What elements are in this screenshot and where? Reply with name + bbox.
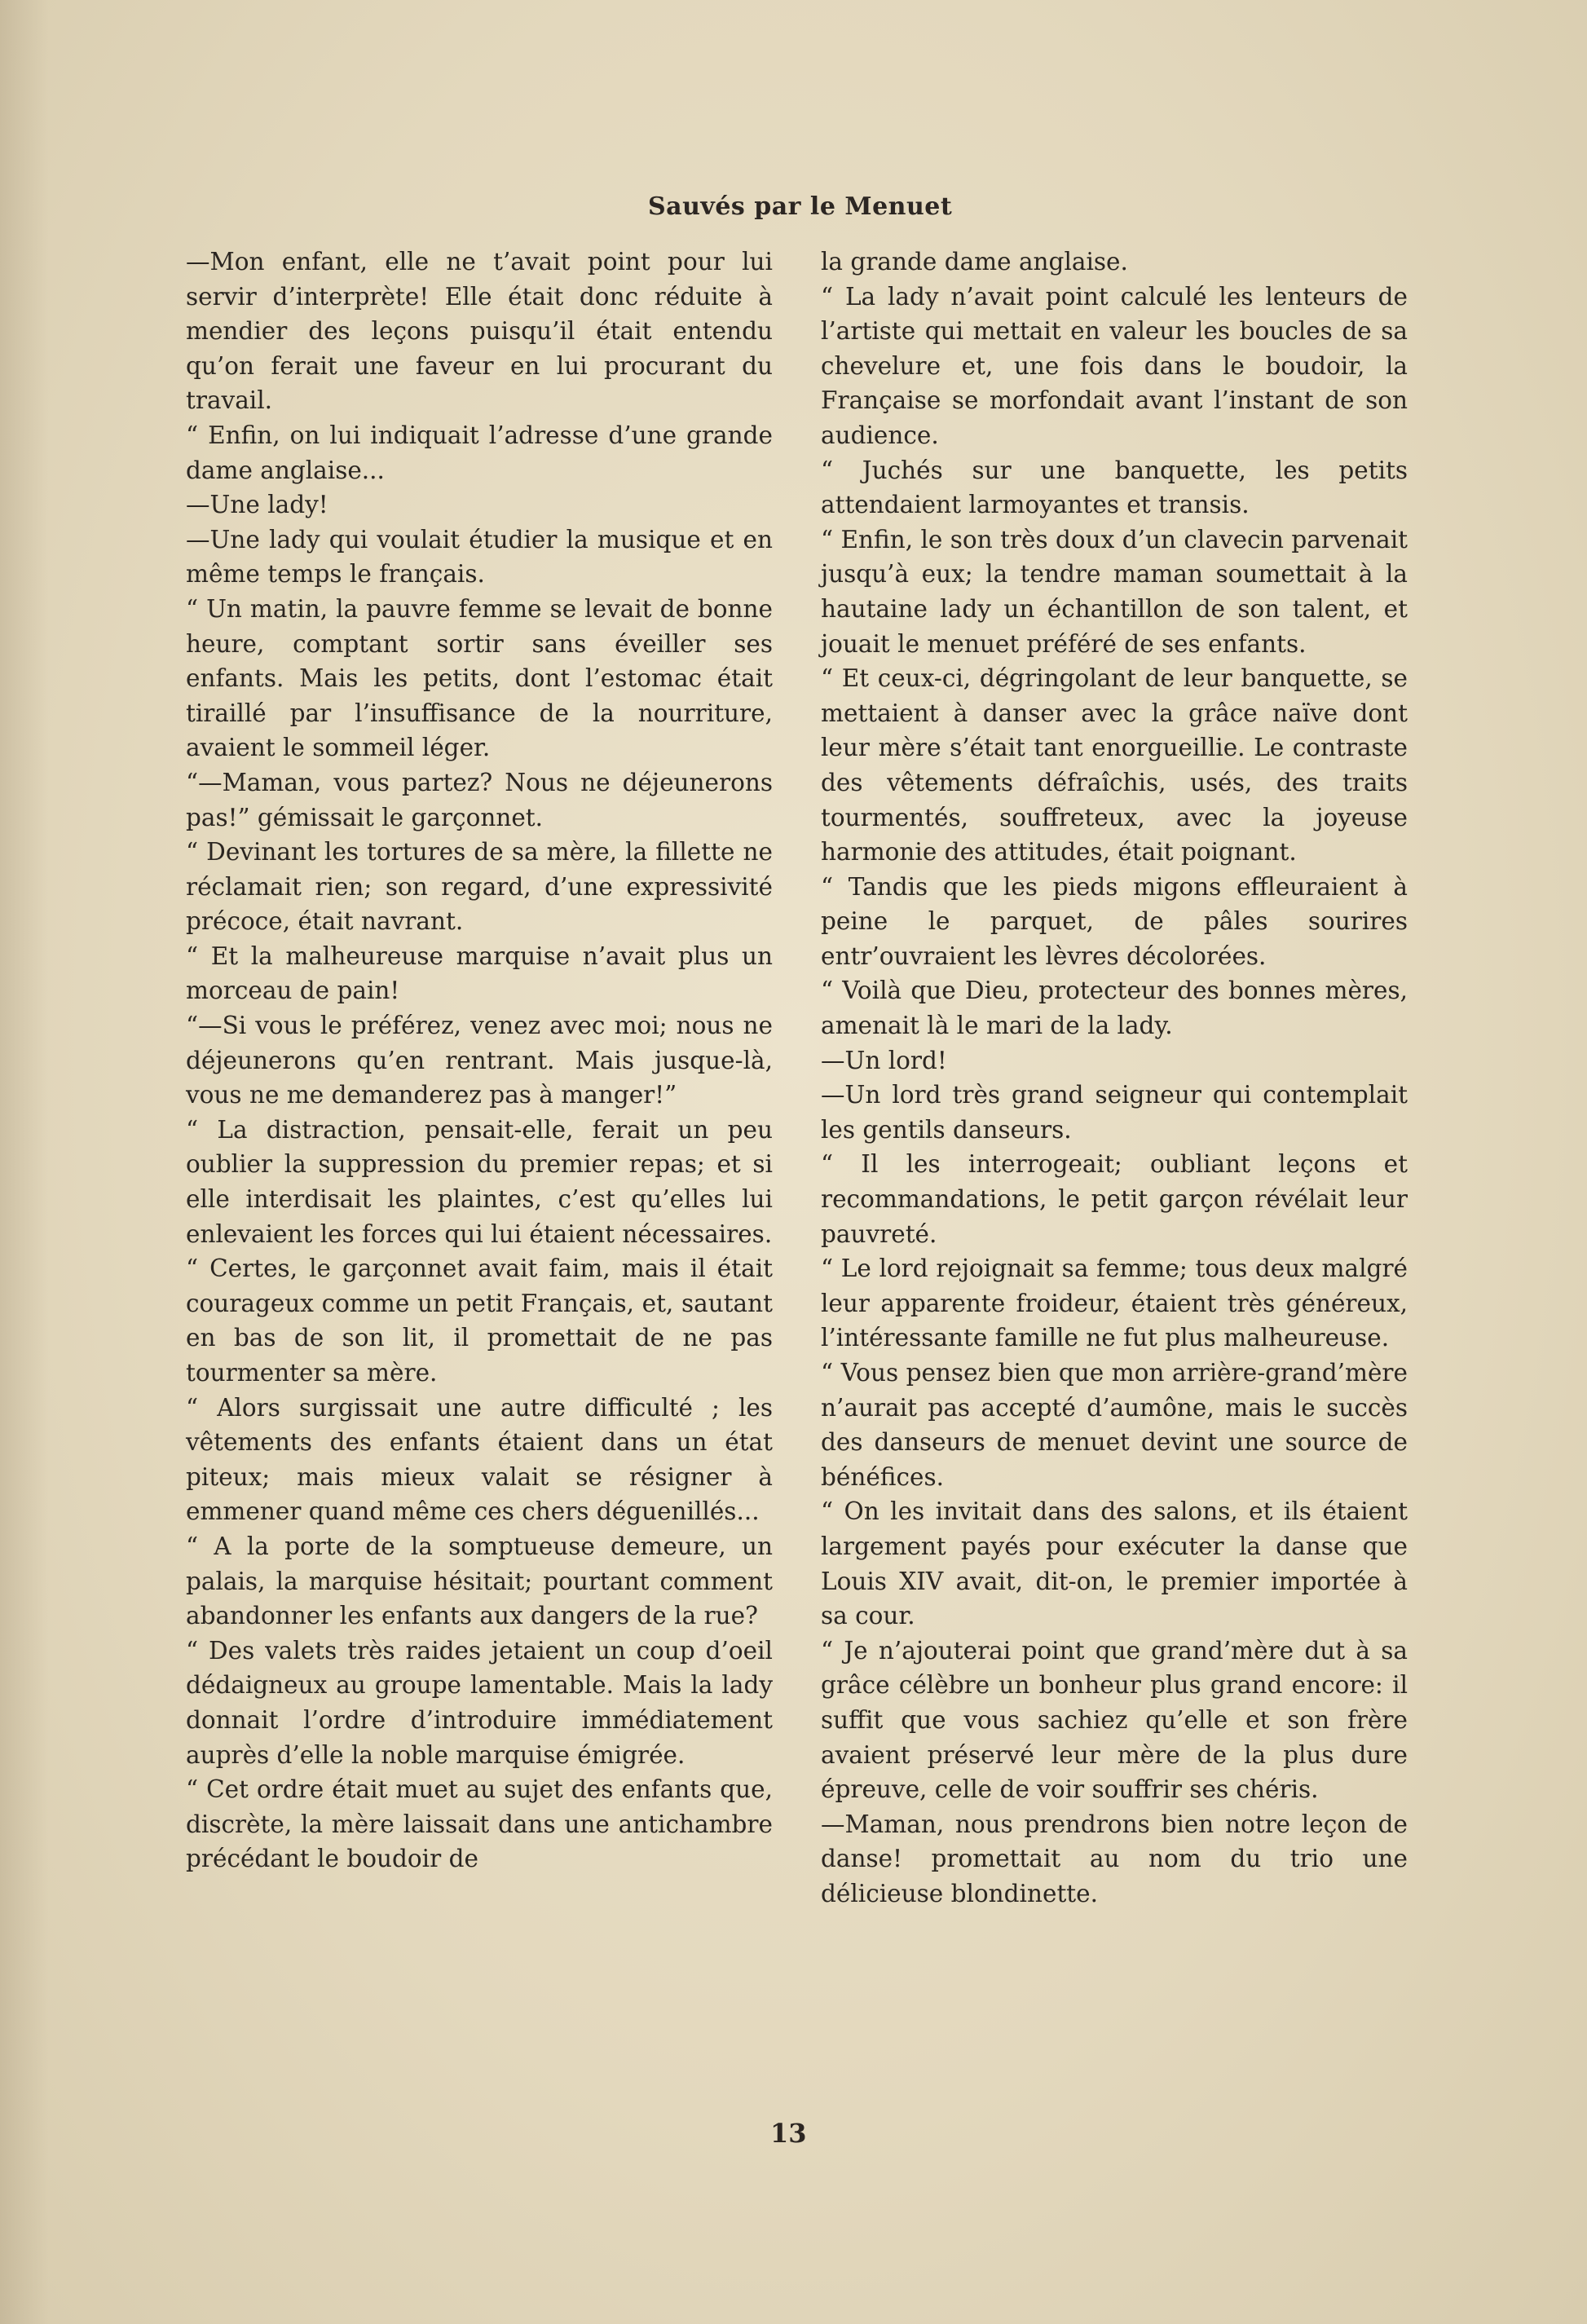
paragraph: “ La lady n’avait point calculé les lenteurs de l’artiste qui mettait en valeur les boucles de sa chevelure et, une fois dans le boudoir, la Française se morfondait avant l’instant de son audience. bbox=[821, 282, 1408, 449]
page-edge-shadow bbox=[0, 0, 49, 2324]
paragraph: “ On les invitait dans des salons, et ils étaient largement payés pour exécuter la danse que Louis XIV avait, dit-on, le premier importée à sa cour. bbox=[821, 1497, 1408, 1630]
paragraph: “ Vous pensez bien que mon arrière-grand’mère n’aurait pas accepté d’aumône, mais le succès des danseurs de menuet devint une source de bénéfices. bbox=[821, 1359, 1408, 1491]
paragraph: —Un lord très grand seigneur qui contemplait les gentils danseurs. bbox=[821, 1081, 1408, 1144]
paragraph: “ Il les interrogeait; oubliant leçons et recommandations, le petit garçon révélait leur pauvreté. bbox=[821, 1150, 1408, 1248]
running-title: Sauvés par le Menuet bbox=[648, 192, 953, 221]
paragraph: “ Le lord rejoignait sa femme; tous deux malgré leur apparente froideur, étaient très généreux, l’intéressante famille ne fut plus malheureuse. bbox=[821, 1255, 1408, 1352]
paragraph: —Mon enfant, elle ne t’avait point pour lui servir d’interprète! Elle était donc réduite à mendier des leçons puisqu’il était entendu qu’on ferait une faveur en lui procurant du travail. bbox=[186, 248, 773, 415]
paragraph: “ A la porte de la somptueuse demeure, un palais, la marquise hésitait; pourtant comment abandonner les enfants aux dangers de la rue? bbox=[186, 1532, 773, 1630]
paragraph: “—Si vous le préférez, venez avec moi; nous ne déjeunerons qu’en rentrant. Mais jusque-là, vous ne me demanderez pas à manger!” bbox=[186, 1012, 773, 1109]
paragraph: “ Et ceux-ci, dégringolant de leur banquette, se mettaient à danser avec la grâce naïve dont leur mère s’était tant enorgueillie. Le contraste des vêtements défraîchis, usés, des traits tourmentés, souffreteux, avec la joyeuse harmonie des attitudes, était poignant. bbox=[821, 664, 1408, 867]
paragraph: “ Enfin, le son très doux d’un clavecin parvenait jusqu’à eux; la tendre maman soumettait à la hautaine lady un échantillon de son talent, et jouait le menuet préféré de ses enfants. bbox=[821, 525, 1408, 658]
paragraph: “ Certes, le garçonnet avait faim, mais il était courageux comme un petit Français, et, sautant en bas de son lit, il promettait de ne pas tourmenter sa mère. bbox=[186, 1255, 773, 1387]
paragraph: “ Cet ordre était muet au sujet des enfants que, discrète, la mère laissait dans une antichambre précédant le boudoir de bbox=[186, 1775, 773, 1873]
paragraph: —Une lady qui voulait étudier la musique et en même temps le français. bbox=[186, 525, 773, 589]
paragraph: “ Enfin, on lui indiquait l’adresse d’une grande dame anglaise... bbox=[186, 421, 773, 484]
paragraph: —Une lady! bbox=[186, 491, 328, 519]
left-column bbox=[186, 245, 773, 1876]
paragraph: “ Alors surgissait une autre difficulté ; les vêtements des enfants étaient dans un état piteux; mais mieux valait se résigner à emmener quand même ces chers déguenillés... bbox=[186, 1393, 773, 1526]
paragraph: “ Tandis que les pieds migons effleuraient à peine le parquet, de pâles sourires entr’ouvraient les lèvres décolorées. bbox=[821, 872, 1408, 970]
right-column bbox=[821, 245, 1408, 1912]
paragraph: la grande dame anglaise. bbox=[821, 248, 1128, 276]
paragraph: —Maman, nous prendrons bien notre leçon de danse! promettait au nom du trio une délicieuse blondinette. bbox=[821, 1810, 1408, 1907]
paragraph: “ Un matin, la pauvre femme se levait de bonne heure, comptant sortir sans éveiller ses enfants. Mais les petits, dont l’estomac était tiraillé par l’insuffisance de la nourriture, avaient le sommeil léger. bbox=[186, 594, 773, 762]
paragraph: “—Maman, vous partez? Nous ne déjeunerons pas!” gémissait le garçonnet. bbox=[186, 768, 773, 831]
paragraph: “ La distraction, pensait-elle, ferait un peu oublier la suppression du premier repas; et si elle interdisait les plaintes, c’est qu’elles lui enlevaient les forces qui lui étaient nécessaires. bbox=[186, 1115, 773, 1248]
paragraph: “ Des valets très raides jetaient un coup d’oeil dédaigneux au groupe lamentable. Mais la lady donnait l’ordre d’introduire immédiatement auprès d’elle la noble marquise émigrée. bbox=[186, 1636, 773, 1769]
paragraph: —Un lord! bbox=[821, 1046, 947, 1074]
paragraph: “ Juchés sur une banquette, les petits attendaient larmoyantes et transis. bbox=[821, 456, 1408, 519]
paragraph: “ Et la malheureuse marquise n’avait plus un morceau de pain! bbox=[186, 942, 773, 1005]
page-number: 13 bbox=[770, 2118, 807, 2149]
paragraph: “ Voilà que Dieu, protecteur des bonnes mères, amenait là le mari de la lady. bbox=[821, 977, 1408, 1040]
paragraph: “ Devinant les tortures de sa mère, la fillette ne réclamait rien; son regard, d’une expressivité précoce, était navrant. bbox=[186, 838, 773, 936]
paragraph: “ Je n’ajouterai point que grand’mère dut à sa grâce célèbre un bonheur plus grand encore: il suffit que vous sachiez qu’elle et son frère avaient préservé leur mère de la plus dure épreuve, celle de voir souffrir ses chéris. bbox=[821, 1636, 1408, 1804]
